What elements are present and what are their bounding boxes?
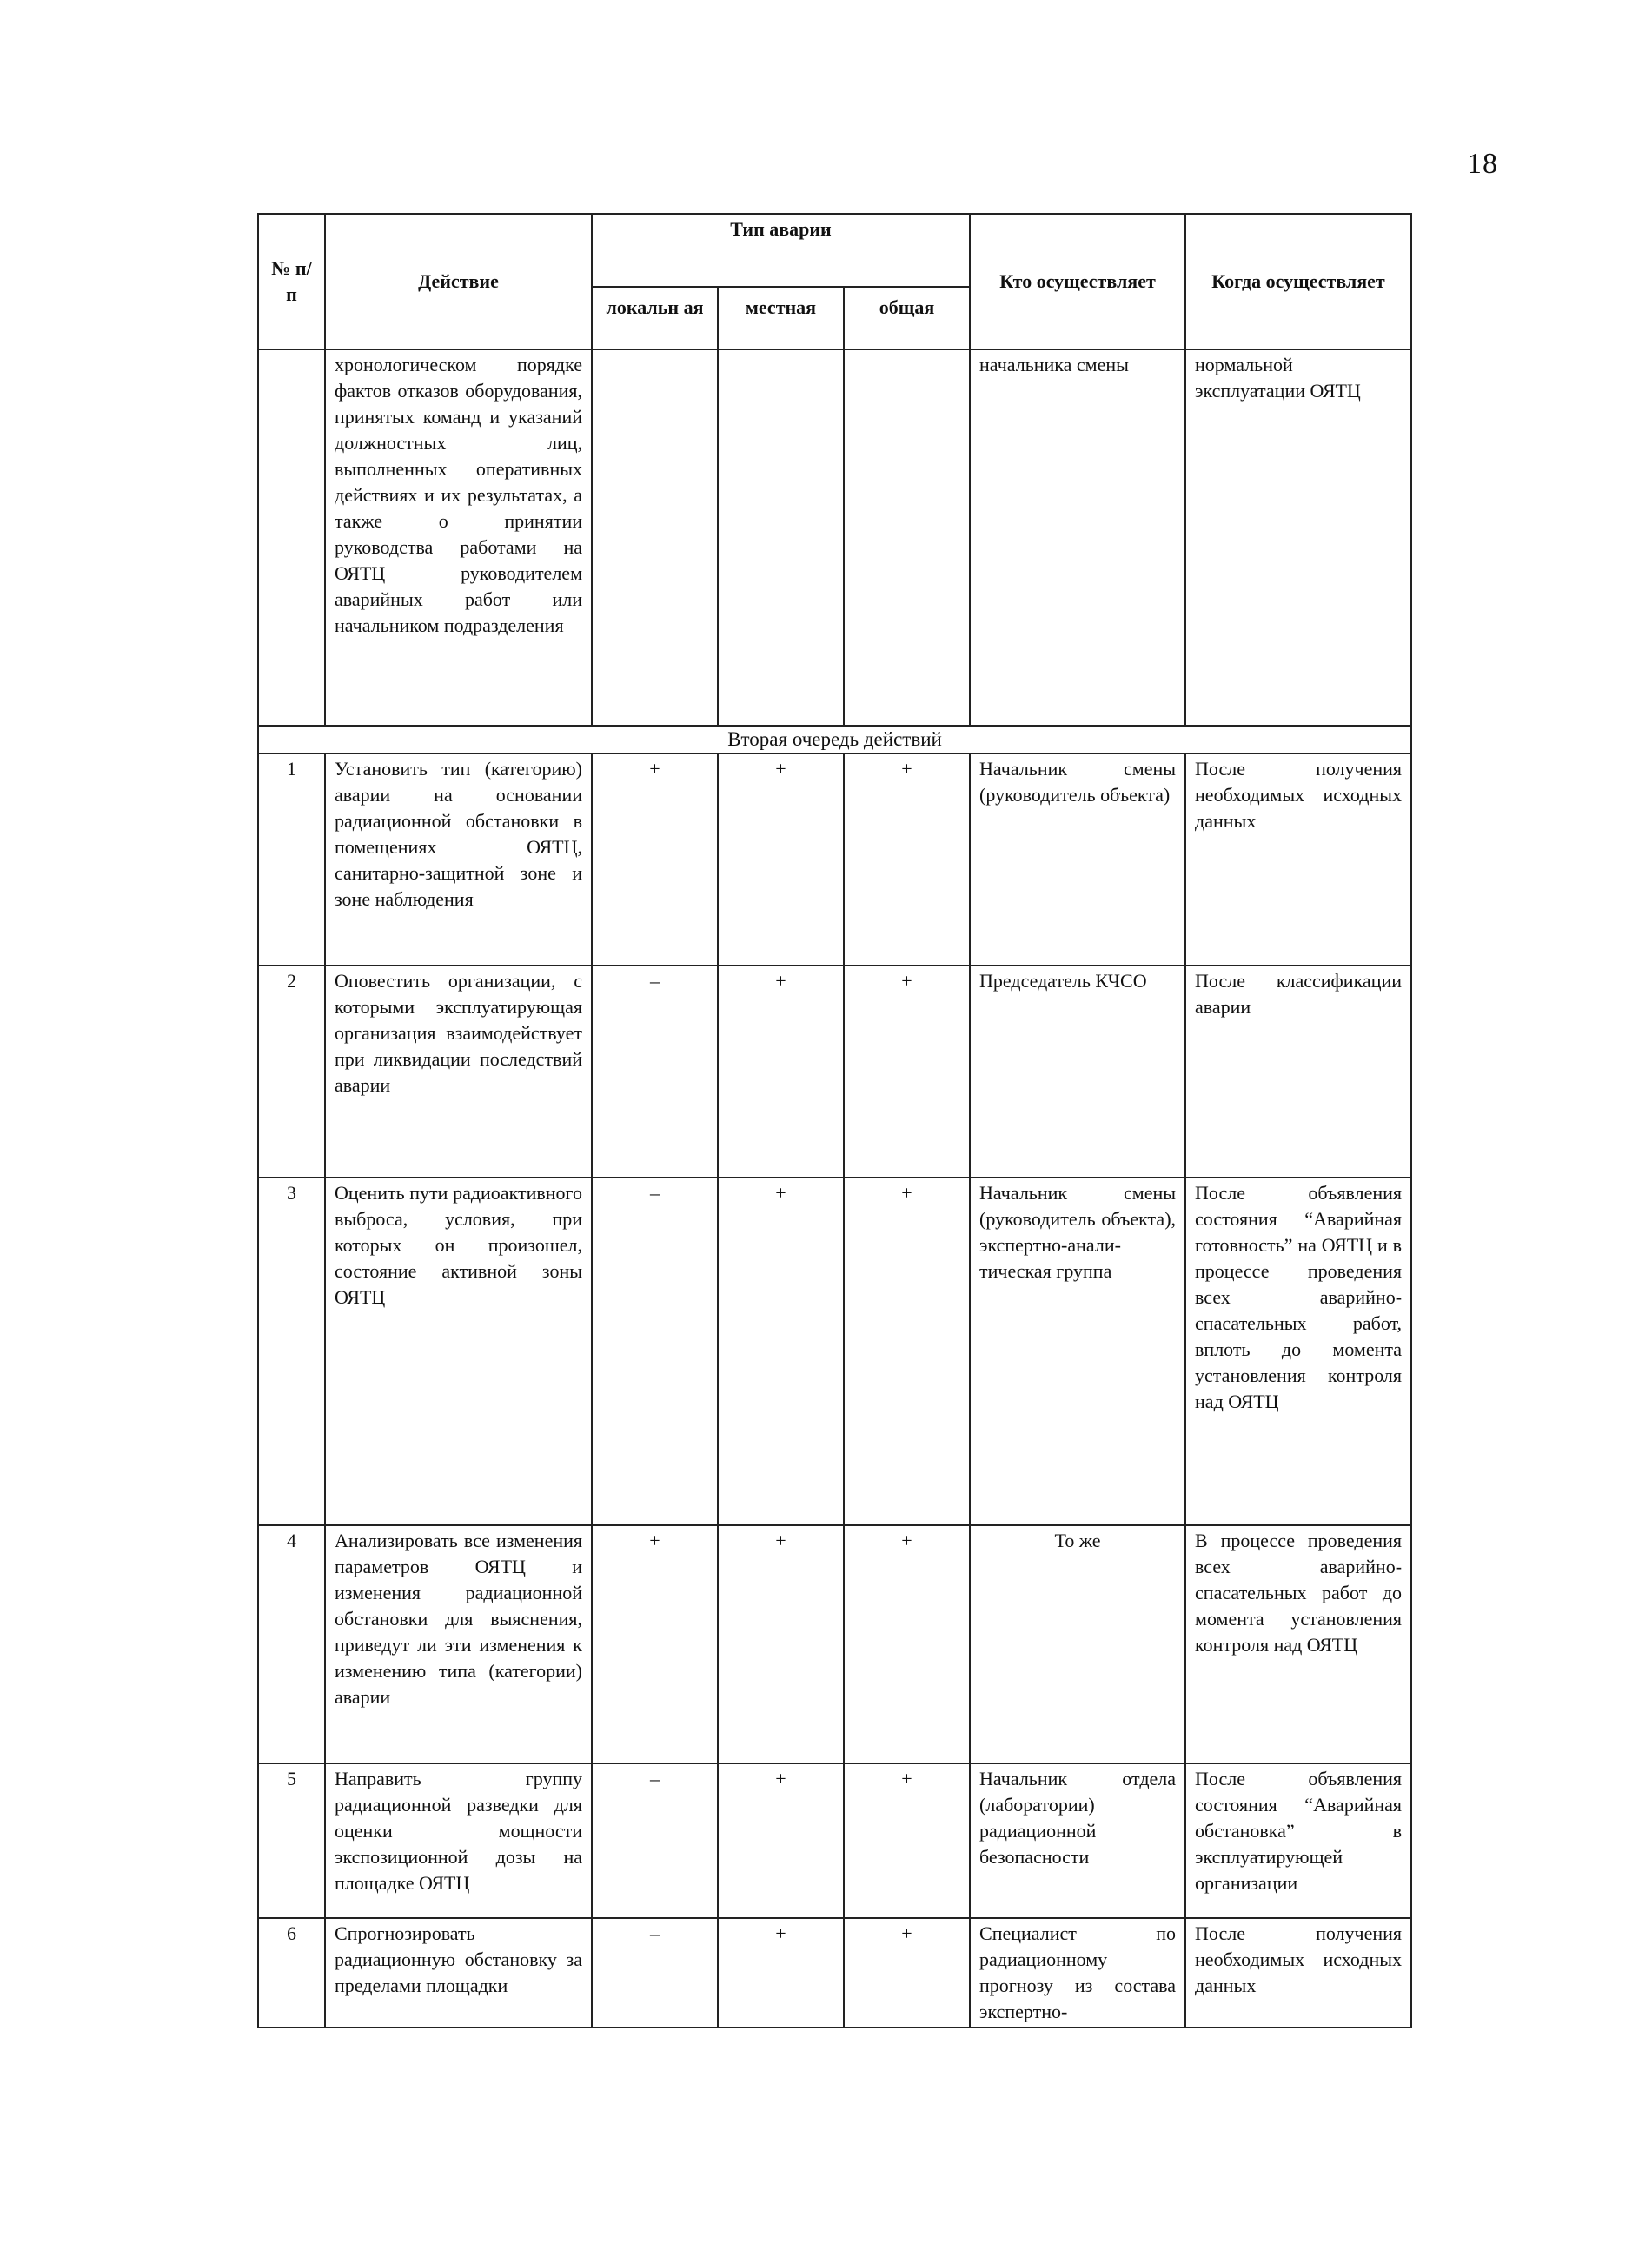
- page-number: 18: [1467, 148, 1498, 180]
- table-row-continuation: [258, 349, 1411, 726]
- cell-local: –: [592, 1763, 718, 1918]
- cell-general: +: [844, 966, 970, 1178]
- actions-table: [257, 213, 1412, 2028]
- cell-who: Начальник смены (руководитель объекта), экспертно-анали-тическая группа: [970, 1178, 1185, 1525]
- section-title: Вторая очередь действий: [258, 726, 1411, 754]
- cell-when: После объявления состояния “Аварийная обстановка” в эксплуатирующей организации: [1185, 1763, 1411, 1918]
- section-row: [258, 726, 1411, 754]
- table-row: [258, 1918, 1411, 2028]
- cell-num: 4: [258, 1525, 325, 1763]
- cell-num: [258, 349, 325, 726]
- cell-regional: +: [718, 1525, 844, 1763]
- header-general: общая: [844, 287, 970, 349]
- cell-when: После объявления состояния “Аварийная готовность” на ОЯТЦ и в процессе проведения всех аварийно-спасательных работ, вплоть до момента установления контроля над ОЯТЦ: [1185, 1178, 1411, 1525]
- cell-general: +: [844, 1525, 970, 1763]
- cell-num: 5: [258, 1763, 325, 1918]
- header-local: локальн ая: [592, 287, 718, 349]
- cell-regional: +: [718, 1763, 844, 1918]
- header-num: № п/п: [258, 214, 325, 349]
- cell-num: 3: [258, 1178, 325, 1525]
- header-when: Когда осуществляет: [1185, 214, 1411, 349]
- cell-num: 2: [258, 966, 325, 1178]
- header-who: Кто осуществляет: [970, 214, 1185, 349]
- cell-who: Начальник смены (руководитель объекта): [970, 754, 1185, 966]
- cell-action: хронологическом порядке фактов отказов оборудования, принятых команд и указаний должностных лиц, выполненных оперативных действиях и их результатах, а также о принятии руководства работами на ОЯТЦ руководителем аварийных работ или начальником подразделения: [325, 349, 592, 726]
- cell-regional: +: [718, 754, 844, 966]
- cell-local: –: [592, 1918, 718, 2028]
- cell-regional: [718, 349, 844, 726]
- cell-action: Спрогнозировать радиационную обстановку за пределами площадки: [325, 1918, 592, 2028]
- cell-action: Анализировать все изменения параметров ОЯТЦ и изменения радиационной обстановки для выяснения, приведут ли эти изменения к изменению типа (категории) аварии: [325, 1525, 592, 1763]
- cell-general: +: [844, 1178, 970, 1525]
- cell-general: [844, 349, 970, 726]
- cell-general: +: [844, 1918, 970, 2028]
- table-row: [258, 1763, 1411, 1918]
- cell-action: Установить тип (категорию) аварии на основании радиационной обстановки в помещениях ОЯТЦ, санитарно-защитной зоне и зоне наблюдения: [325, 754, 592, 966]
- cell-when: нормальной эксплуатации ОЯТЦ: [1185, 349, 1411, 726]
- cell-who: Специалист по радиационному прогнозу из состава экспертно-: [970, 1918, 1185, 2028]
- cell-when: После получения необходимых исходных данных: [1185, 1918, 1411, 2028]
- cell-local: –: [592, 1178, 718, 1525]
- cell-num: 1: [258, 754, 325, 966]
- cell-regional: +: [718, 1918, 844, 2028]
- cell-who: Председатель КЧСО: [970, 966, 1185, 1178]
- cell-local: –: [592, 966, 718, 1178]
- cell-local: +: [592, 1525, 718, 1763]
- cell-action: Направить группу радиационной разведки для оценки мощности экспозиционной дозы на площадке ОЯТЦ: [325, 1763, 592, 1918]
- cell-action: Оценить пути радиоактивного выброса, условия, при которых он произошел, состояние активной зоны ОЯТЦ: [325, 1178, 592, 1525]
- cell-who: Начальник отдела (лаборатории) радиационной безопасности: [970, 1763, 1185, 1918]
- cell-general: +: [844, 754, 970, 966]
- table-row: [258, 1178, 1411, 1525]
- cell-action: Оповестить организации, с которыми эксплуатирующая организация взаимодействует при ликвидации последствий аварии: [325, 966, 592, 1178]
- cell-when: После получения необходимых исходных данных: [1185, 754, 1411, 966]
- cell-num: 6: [258, 1918, 325, 2028]
- cell-local: [592, 349, 718, 726]
- header-accident-type: Тип аварии: [592, 214, 970, 287]
- table-row: [258, 1525, 1411, 1763]
- table-row: [258, 966, 1411, 1178]
- cell-regional: +: [718, 966, 844, 1178]
- cell-when: В процессе проведения всех аварийно-спасательных работ до момента установления контроля над ОЯТЦ: [1185, 1525, 1411, 1763]
- cell-local: +: [592, 754, 718, 966]
- header-action: Действие: [325, 214, 592, 349]
- table-header: [258, 214, 1411, 349]
- cell-who: начальника смены: [970, 349, 1185, 726]
- cell-when: После классификации аварии: [1185, 966, 1411, 1178]
- cell-regional: +: [718, 1178, 844, 1525]
- header-regional: местная: [718, 287, 844, 349]
- table-row: [258, 754, 1411, 966]
- cell-who: То же: [970, 1525, 1185, 1763]
- cell-general: +: [844, 1763, 970, 1918]
